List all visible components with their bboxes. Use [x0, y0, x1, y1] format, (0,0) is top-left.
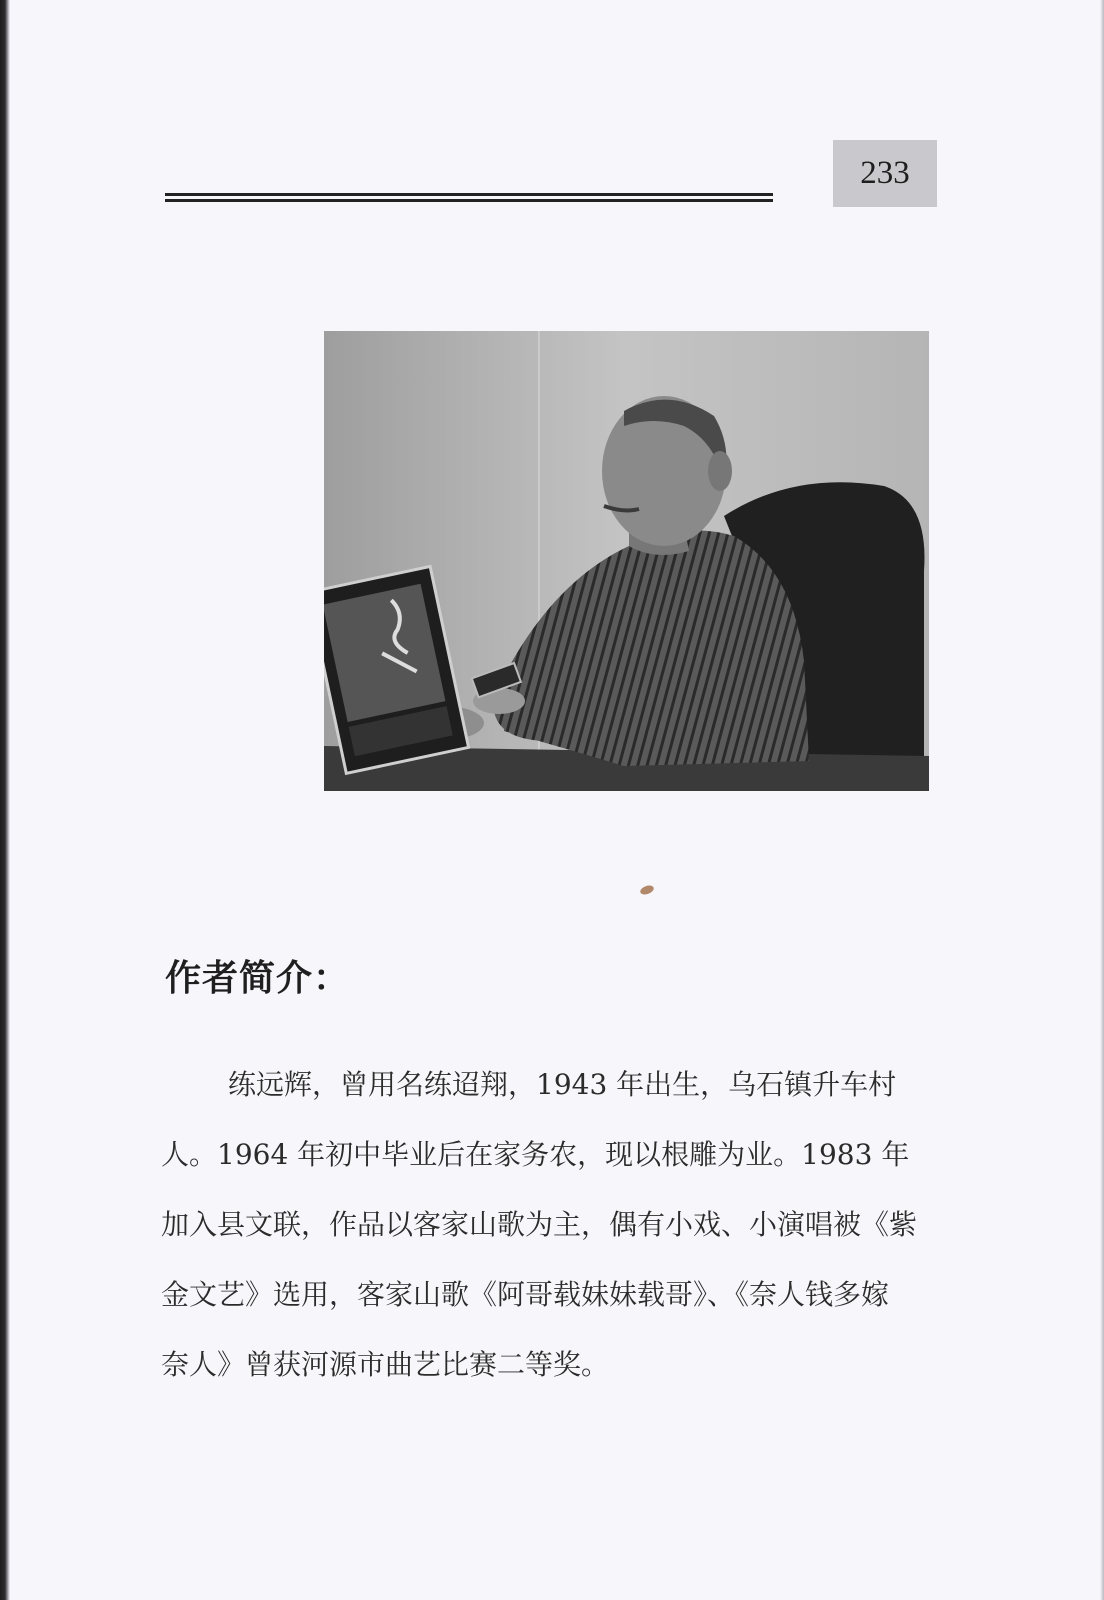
bio-line: 加入县文联，作品以客家山歌为主，偶有小戏、小演唱被《紫 [161, 1208, 918, 1241]
bio-line: 奈人》曾获河源市曲艺比赛二等奖。 [161, 1348, 610, 1381]
page-edge-right [1100, 0, 1104, 1600]
author-portrait-photo [324, 331, 929, 791]
header-rule-line-top [165, 193, 773, 196]
paper-speck [639, 884, 655, 896]
section-heading: 作者简介： [165, 957, 351, 999]
bio-line: 金文艺》选用，客家山歌《阿哥载妹妹载哥》、《奈人钱多嫁 [161, 1278, 890, 1311]
header-double-rule [165, 193, 773, 203]
bio-line: 练远辉，曾用名练迢翔，1943 年出生，乌石镇升车村 [228, 1068, 897, 1101]
page-edge-left [0, 0, 10, 1600]
author-portrait-illustration [324, 331, 929, 791]
header-rule-line-bottom [165, 199, 773, 202]
page-number: 233 [833, 140, 937, 207]
bio-line: 人。1964 年初中毕业后在家务农，现以根雕为业。1983 年 [161, 1138, 910, 1171]
author-bio [161, 1050, 921, 1400]
